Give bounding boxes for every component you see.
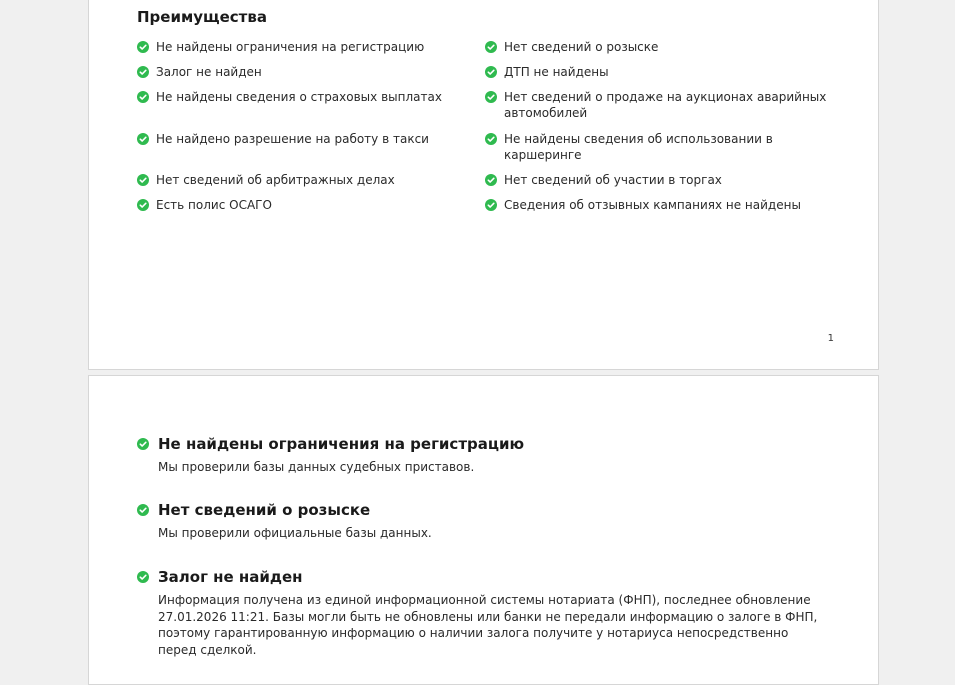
advantage-item bbox=[485, 64, 833, 89]
check-circle-icon bbox=[137, 438, 149, 450]
check-circle-icon bbox=[485, 41, 497, 53]
check-circle-icon bbox=[485, 133, 497, 145]
check-circle-icon bbox=[137, 504, 149, 516]
advantages-row bbox=[137, 197, 837, 222]
detail-section bbox=[137, 567, 817, 658]
page-number: 1 bbox=[827, 333, 834, 344]
report-page-2 bbox=[88, 375, 879, 685]
advantages-row bbox=[137, 39, 837, 64]
advantage-item bbox=[485, 39, 833, 64]
advantage-item bbox=[137, 172, 485, 197]
check-circle-icon bbox=[137, 199, 149, 211]
detail-description: Мы проверили базы данных судебных приставов. bbox=[158, 460, 475, 474]
advantage-text: Нет сведений о продаже на аукционах аварийных автомобилей bbox=[504, 90, 827, 120]
advantage-text: Нет сведений об участии в торгах bbox=[504, 173, 722, 187]
advantage-text: ДТП не найдены bbox=[504, 65, 609, 79]
advantage-item bbox=[485, 197, 833, 222]
detail-description: Информация получена из единой информационной системы нотариата (ФНП), последнее обновление 27.01.2026 11:21. Базы могли быть не обновлены или банки не передали информацию о залоге в ФНП, поэтому гарантированную информацию о наличии залога получите у нотариуса непосредственно перед сделкой. bbox=[158, 593, 818, 657]
advantages-title: Преимущества bbox=[137, 8, 267, 26]
advantage-text: Не найдено разрешение на работу в такси bbox=[156, 132, 429, 146]
advantage-text: Сведения об отзывных кампаниях не найдены bbox=[504, 198, 801, 212]
check-circle-icon bbox=[137, 174, 149, 186]
advantage-item bbox=[137, 39, 485, 64]
report-page-1 bbox=[88, 0, 879, 370]
detail-header bbox=[137, 434, 817, 454]
advantages-row bbox=[137, 131, 837, 172]
check-circle-icon bbox=[485, 199, 497, 211]
detail-title: Нет сведений о розыске bbox=[158, 501, 371, 519]
advantage-item bbox=[137, 131, 485, 172]
advantages-list bbox=[137, 39, 837, 222]
detail-title: Не найдены ограничения на регистрацию bbox=[158, 435, 525, 453]
advantage-text: Есть полис ОСАГО bbox=[156, 198, 272, 212]
detail-section bbox=[137, 434, 817, 476]
advantage-text: Нет сведений об арбитражных делах bbox=[156, 173, 395, 187]
check-circle-icon bbox=[485, 174, 497, 186]
check-circle-icon bbox=[137, 571, 149, 583]
check-circle-icon bbox=[137, 133, 149, 145]
advantage-text: Не найдены ограничения на регистрацию bbox=[156, 40, 425, 54]
check-circle-icon bbox=[485, 91, 497, 103]
advantage-item bbox=[137, 89, 485, 131]
advantage-text: Не найдены сведения об использовании в каршеринге bbox=[504, 132, 773, 162]
advantage-item bbox=[485, 172, 833, 197]
advantage-item bbox=[485, 131, 833, 172]
advantages-row bbox=[137, 64, 837, 89]
advantage-item bbox=[137, 197, 485, 222]
advantages-row bbox=[137, 172, 837, 197]
detail-header bbox=[137, 500, 817, 520]
advantage-text: Залог не найден bbox=[156, 65, 262, 79]
detail-header bbox=[137, 567, 817, 587]
check-circle-icon bbox=[137, 91, 149, 103]
advantage-item bbox=[137, 64, 485, 89]
detail-title: Залог не найден bbox=[158, 568, 303, 586]
advantage-text: Нет сведений о розыске bbox=[504, 40, 659, 54]
check-circle-icon bbox=[485, 66, 497, 78]
detail-section bbox=[137, 500, 817, 542]
check-circle-icon bbox=[137, 41, 149, 53]
advantage-text: Не найдены сведения о страховых выплатах bbox=[156, 90, 442, 104]
check-circle-icon bbox=[137, 66, 149, 78]
detail-description: Мы проверили официальные базы данных. bbox=[158, 526, 432, 540]
advantages-row bbox=[137, 89, 837, 131]
advantage-item bbox=[485, 89, 833, 131]
